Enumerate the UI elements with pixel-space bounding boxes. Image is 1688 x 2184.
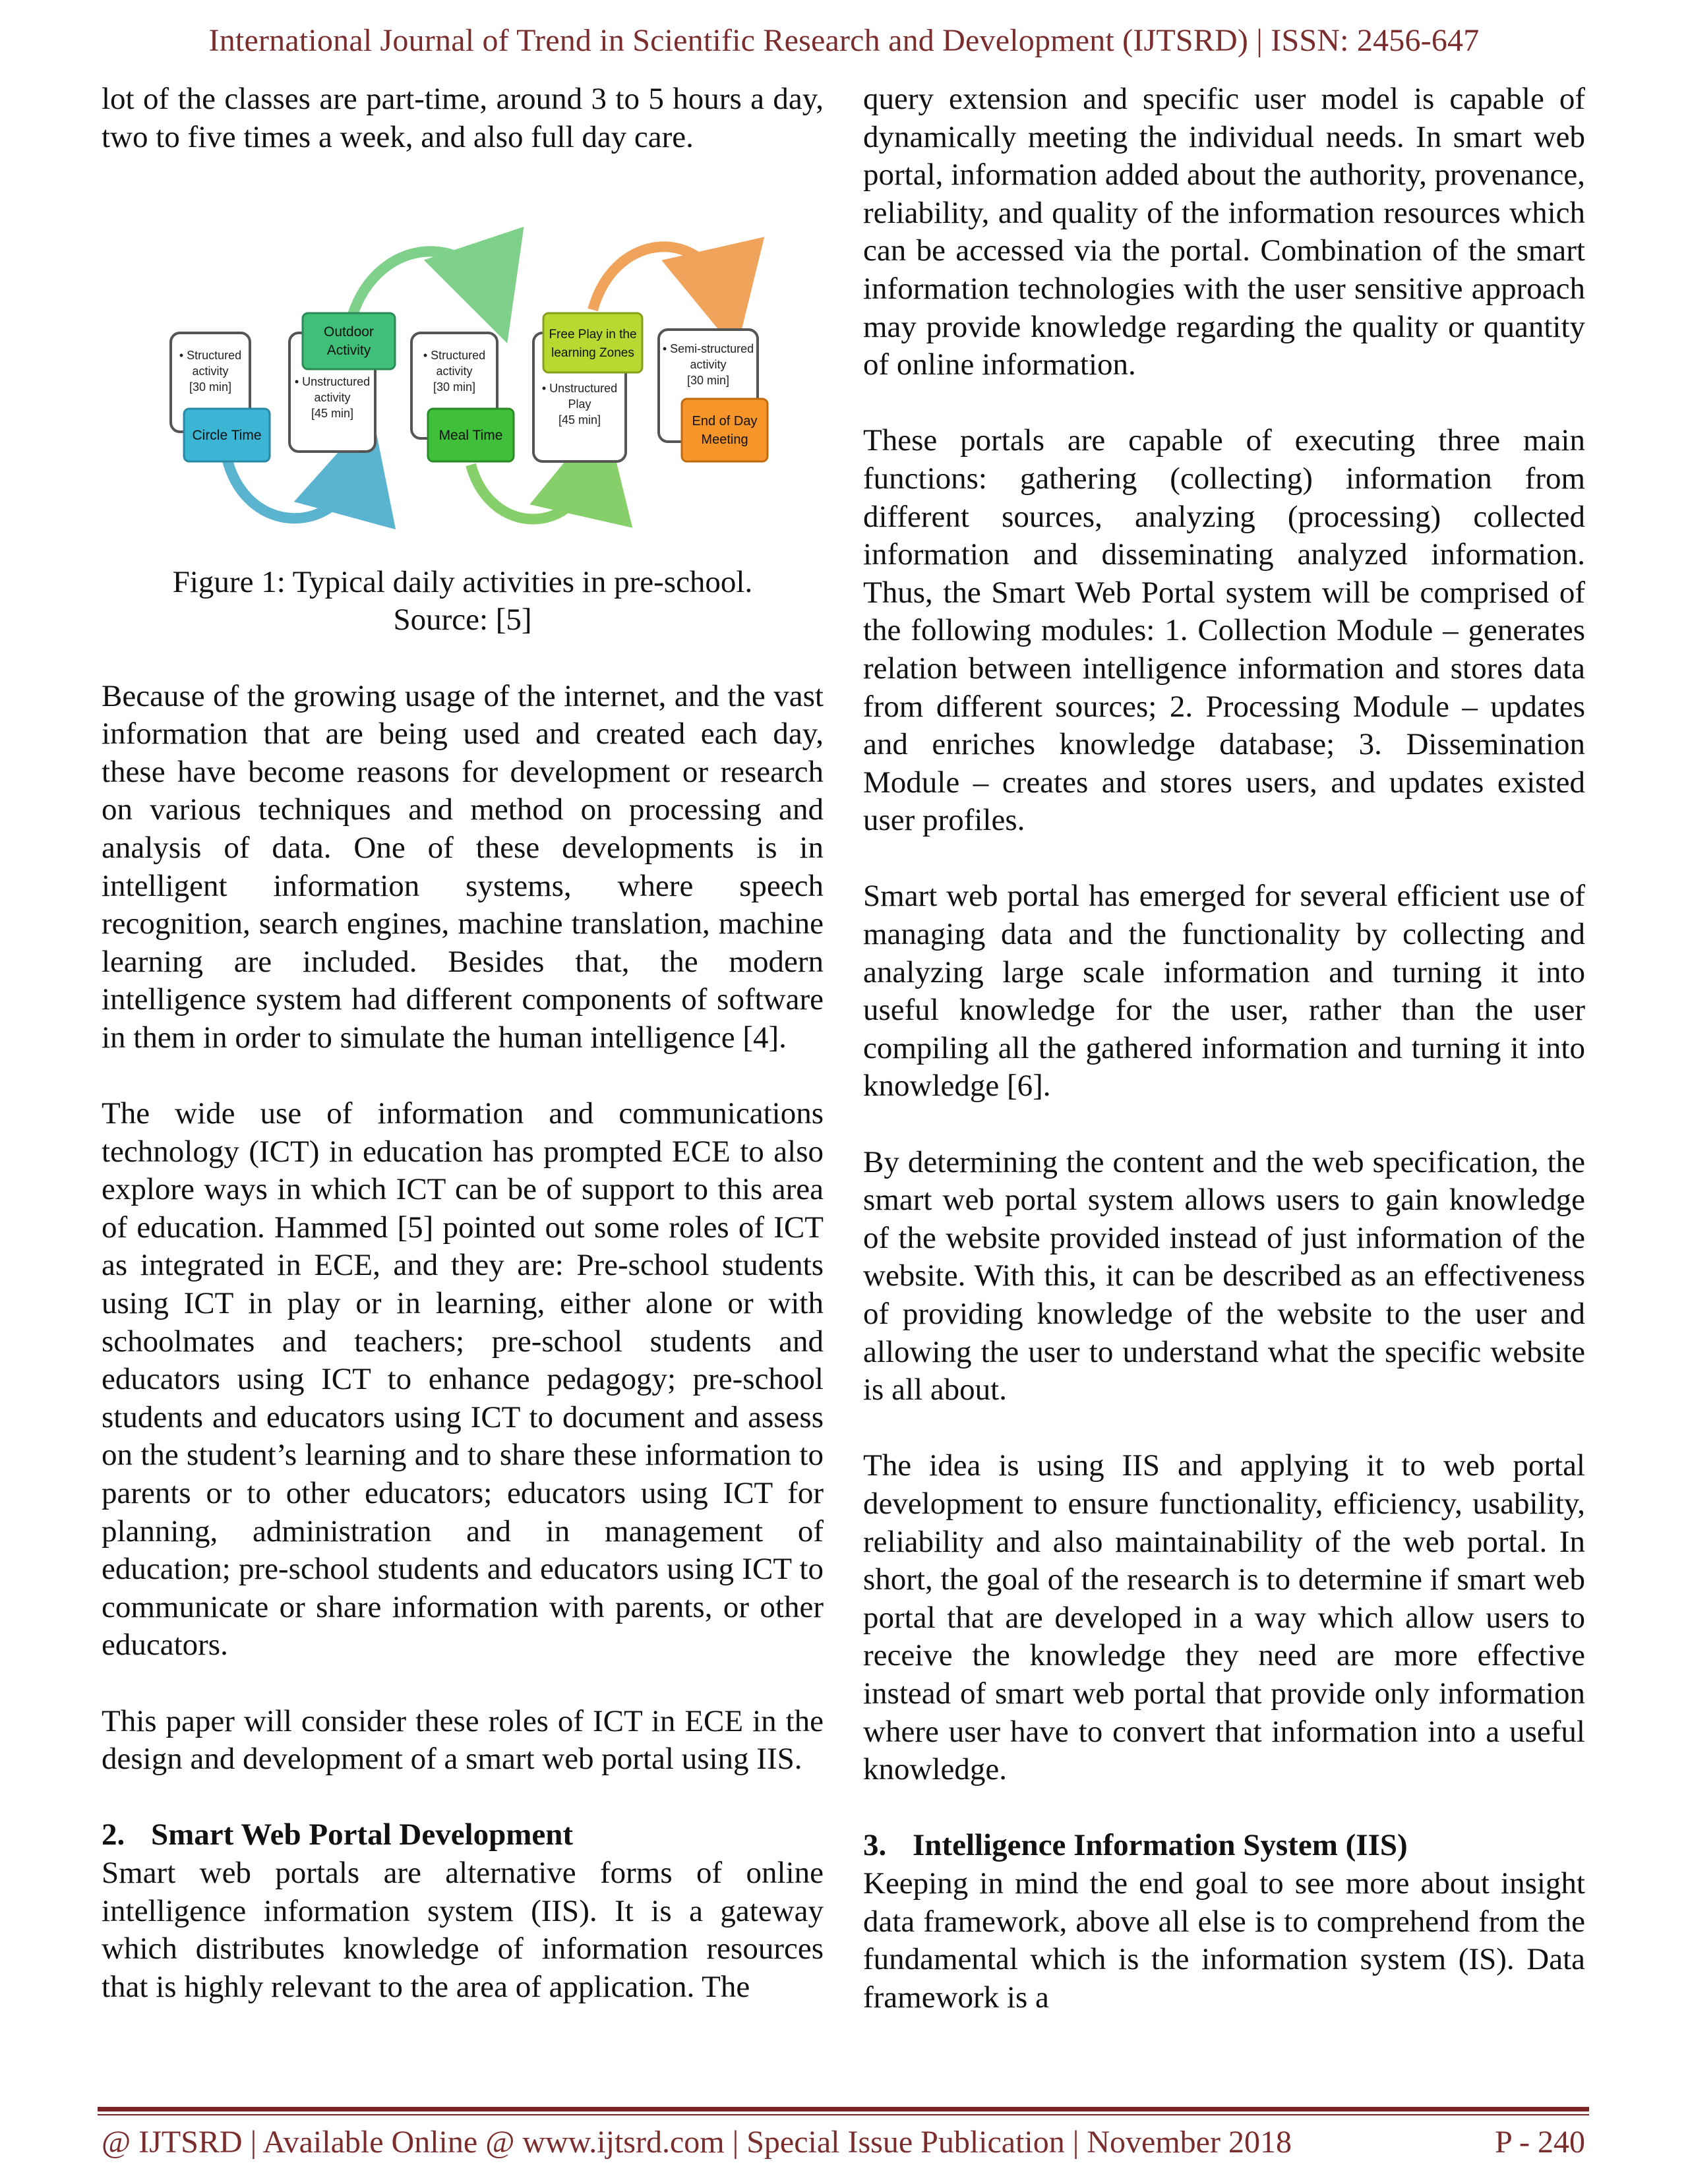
svg-text:activity: activity — [690, 357, 727, 371]
svg-text:[30 min]: [30 min] — [189, 380, 232, 394]
svg-text:Meeting: Meeting — [701, 432, 748, 447]
svg-text:[30 min]: [30 min] — [433, 380, 476, 394]
footer-rule — [98, 2107, 1589, 2111]
paragraph: Keeping in mind the end goal to see more about insight data framework, above all else is to comprehend from the fundamental which is the information system (IS). Data framework is a — [863, 1866, 1585, 2015]
figure-daily-activities — [102, 194, 824, 564]
paragraph: query extension and specific user model is capable of dynamically meeting the individual needs. In smart web portal, information added about the authority, provenance, reliability, and quality of the information resources which can be accessed via the portal. Combination of the smart information technologies with the user sensitive approach may provide knowledge regarding the quality or quantity of online information. — [863, 82, 1585, 382]
svg-text:activity: activity — [192, 364, 229, 378]
caption-line-1: Figure 1: Typical daily activities in pre-school. — [172, 564, 753, 599]
svg-text:• Structured: • Structured — [423, 348, 486, 362]
svg-text:Outdoor: Outdoor — [324, 324, 374, 339]
svg-text:• Semi-structured: • Semi-structured — [662, 341, 754, 355]
svg-text:[30 min]: [30 min] — [686, 373, 730, 387]
activity-card-free-play — [533, 313, 642, 461]
section-heading-2 — [102, 1816, 824, 1854]
section-title: Intelligence Information System (IIS) — [913, 1828, 1408, 1863]
activity-card-circle-time — [171, 333, 270, 461]
section-number: 2. — [102, 1817, 125, 1852]
svg-text:Activity: Activity — [326, 342, 371, 358]
footer-text: @ IJTSRD | Available Online @ www.ijtsrd.com | Special Issue Publication | November 2018 — [102, 2125, 1292, 2160]
caption-line-2: Source: [5] — [393, 603, 532, 637]
activity-card-end-of-day — [659, 330, 768, 461]
svg-text:• Unstructured: • Unstructured — [541, 381, 618, 395]
paragraph: Smart web portals are alternative forms of online intelligence information system (IIS). It is a gateway which distributes knowledge of information resources that is highly relevant to the area of application. The — [102, 1855, 824, 2004]
svg-text:• Structured: • Structured — [179, 348, 242, 362]
paragraph: This paper will consider these roles of ICT in ECE in the design and development of a smart web portal using IIS. — [102, 1703, 824, 1777]
svg-text:• Unstructured: • Unstructured — [294, 374, 371, 388]
svg-text:activity: activity — [436, 364, 473, 378]
svg-text:End of Day: End of Day — [692, 413, 758, 428]
activity-card-meal-time — [411, 333, 514, 461]
journal-header: International Journal of Trend in Scientific Research and Development (IJTSRD) | ISSN: 2456-647 — [208, 23, 1480, 58]
svg-text:learning Zones: learning Zones — [551, 345, 634, 360]
activity-label-circle-time: Circle Time — [192, 427, 262, 443]
svg-text:Free Play in the: Free Play in the — [549, 327, 637, 341]
activity-card-outdoor-activity — [289, 313, 395, 452]
right-column — [863, 80, 1585, 2017]
svg-text:Play: Play — [568, 397, 591, 411]
arrow-bottom-1 — [227, 458, 359, 518]
paragraph: By determining the content and the web specification, the smart web portal system allows users to gain knowledge of the website provided instead of just information of the website. With this, it can be described as an effectiveness of providing knowledge of the website to the user and allowing the user to understand what the specific website is all about. — [863, 1144, 1585, 1407]
svg-text:[45 min]: [45 min] — [311, 406, 354, 420]
arrow-top-2 — [593, 247, 725, 310]
section-number: 3. — [863, 1828, 887, 1863]
paragraph: Because of the growing usage of the internet, and the vast information that are being used and created each day, these have become reasons for development or research on various techniques and method on processing and analysis of data. One of these developments is in intelligent information systems, where speech recognition, search engines, machine translation, machine learning are included. Besides that, the modern intelligence system had different components of software in them in order to simulate the human intelligence [4]. — [102, 678, 824, 1055]
paragraph: These portals are capable of executing three main functions: gathering (collecting) information from different sources, analyzing (processing) collected information and disseminating analyzed information. Thus, the Smart Web Portal system will be comprised of the following modules: 1. Collection Module – generates relation between intelligence information and stores data from different sources; 2. Processing Module – updates and enriches knowledge database; 3. Dissemination Module – creates and stores users, and updates existed user profiles. — [863, 423, 1585, 838]
arrow-top-1 — [352, 251, 491, 316]
svg-text:[45 min]: [45 min] — [558, 413, 601, 427]
paragraph: lot of the classes are part-time, around 3 to 5 hours a day, two to five times a week, and also full day care. — [102, 82, 824, 154]
section-title: Smart Web Portal Development — [151, 1817, 574, 1852]
arrow-bottom-2 — [471, 465, 593, 519]
activity-label-meal-time: Meal Time — [438, 427, 503, 443]
page-footer — [102, 2124, 1585, 2160]
paragraph: The idea is using IIS and applying it to web portal development to ensure functionality, efficiency, usability, reliability and also maintainability of the web portal. In short, the goal of the research is to determine if smart web portal that are developed in a way which allow users to receive the knowledge they need are more effective instead of smart web portal that provide only information where user have to convert that information into a useful knowledge. — [863, 1448, 1585, 1787]
paragraph: The wide use of information and communications technology (ICT) in education has prompted ECE to also explore ways in which ICT can be of support to this area of education. Hammed [5] pointed out some roles of ICT as integrated in ECE, and they are: Pre-school students using ICT in play or in learning, either alone or with schoolmates and teachers; pre-school students and educators using ICT to enhance pedagogy; pre-school students and educators using ICT to document and assess on the student’s learning and to share these information to parents or to other educators; educators using ICT for planning, administration and in management of education; pre-school students and educators using ICT to communicate or share information with parents, or other educators. — [102, 1096, 824, 1663]
paragraph: Smart web portal has emerged for several efficient use of managing data and the functionality by collecting and analyzing large scale information and turning it into useful knowledge for the user, rather than the user compiling all the gathered information and turning it into knowledge [6]. — [863, 879, 1585, 1104]
section-heading-3 — [863, 1827, 1585, 1865]
page-number: P - 240 — [1495, 2125, 1585, 2160]
figure-caption — [102, 564, 824, 639]
svg-text:activity: activity — [314, 390, 351, 404]
left-column — [102, 80, 824, 2006]
activities-diagram — [102, 194, 824, 564]
footer-rule-thin — [98, 2114, 1589, 2115]
